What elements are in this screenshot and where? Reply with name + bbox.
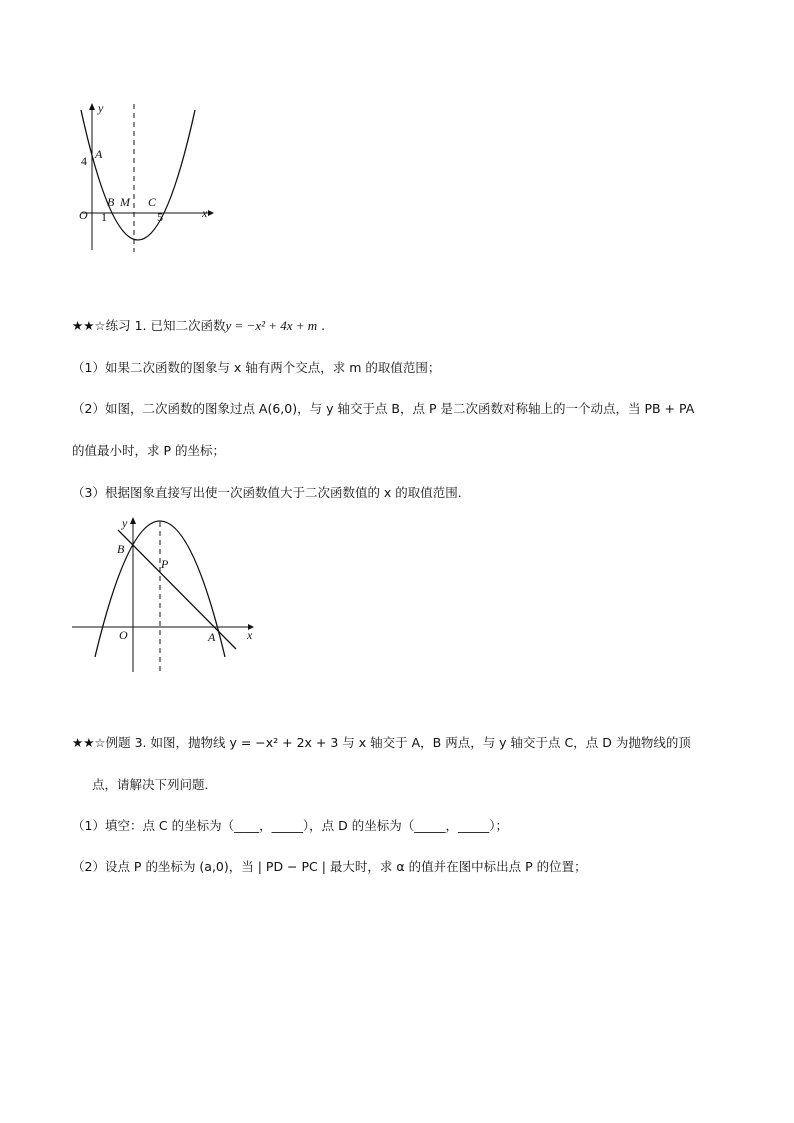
origin-label: O [119, 628, 128, 642]
y-axis-label: y [98, 101, 104, 115]
exercise-1-title: ★★☆练习 1. 已知二次函数 [72, 318, 226, 333]
point-c-label: C [148, 195, 157, 209]
point-a-label: A [208, 630, 216, 644]
exercise-1-question-3: （3）根据图象直接写出使一次函数值大于二次函数值的 x 的取值范围． [72, 485, 471, 500]
exercise-1-question-2-line-1: （2）如图，二次函数的图象过点 A(6,0)，与 y 轴交于点 B，点 P 是二次函数对称轴上的一个动点，当 PB + PA [72, 401, 695, 416]
exercise-1-period: . [317, 318, 326, 333]
exercise-1-heading [72, 318, 325, 334]
x-axis-label: x [202, 206, 208, 220]
point-m-label: M [120, 195, 130, 209]
tick-label-4: 4 [81, 154, 87, 168]
point-a-label: A [95, 147, 103, 161]
x-axis-label: x [247, 628, 253, 642]
figure-2-parabola-line [70, 510, 265, 675]
exercise-1-question-1: （1）如果二次函数的图象与 x 轴有两个交点，求 m 的取值范围； [72, 360, 441, 375]
y-axis-label: y [122, 516, 128, 530]
example-3-heading-line-2: 点，请解决下列问题． [92, 777, 218, 792]
origin-label: O [79, 208, 88, 222]
point-p-label: P [161, 557, 169, 571]
example-3-question-1: （1）填空：点 C 的坐标为（____，_____），点 D 的坐标为（_____，_____）； [72, 818, 508, 833]
point-b-label: B [107, 195, 115, 209]
tick-label-1: 1 [101, 210, 107, 224]
tick-label-5: 5 [157, 210, 163, 224]
figure-1-parabola [68, 100, 218, 260]
exercise-1-equation: y = −x² + 4x + m [225, 318, 318, 333]
example-3-question-2: （2）设点 P 的坐标为 (a,0)，当 | PD − PC | 最大时，求 α 的值并在图中标出点 P 的位置； [72, 859, 587, 874]
exercise-1-question-2-line-2: 的值最小时，求 P 的坐标； [72, 443, 225, 458]
point-b-label: B [117, 542, 125, 556]
example-3-heading-line-1: ★★☆例题 3. 如图，抛物线 y = −x² + 2x + 3 与 x 轴交于 A，B 两点，与 y 轴交于点 C，点 D 为抛物线的顶 [72, 735, 691, 750]
